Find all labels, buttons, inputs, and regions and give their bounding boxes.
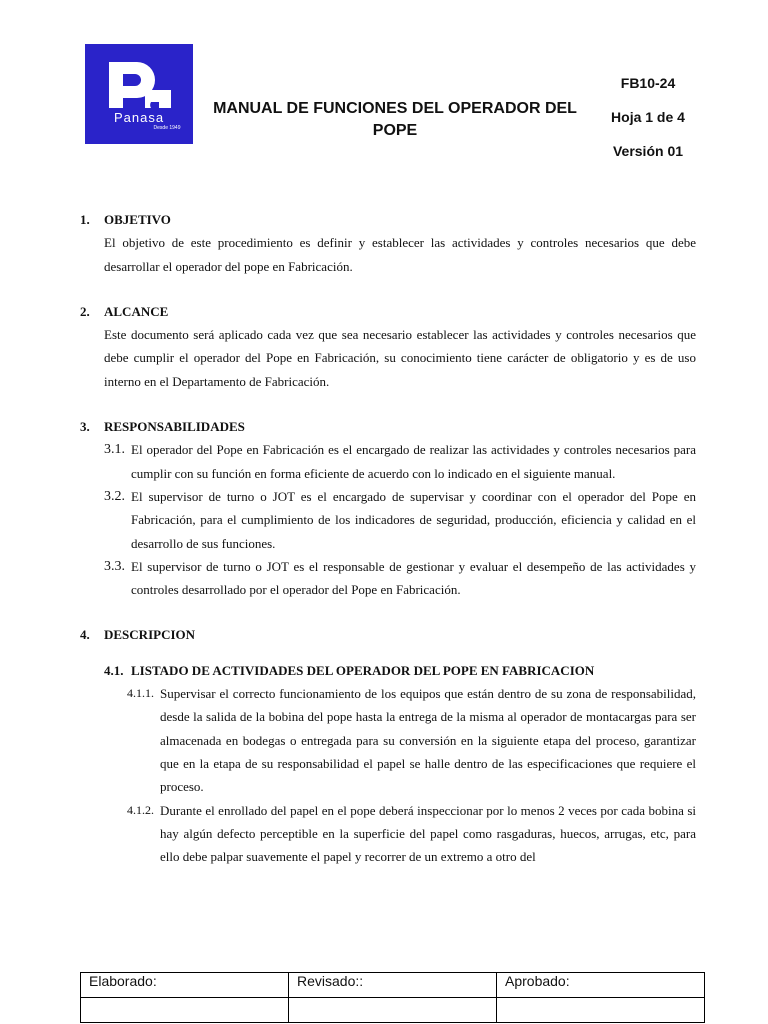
revisado-label: Revisado:: — [289, 973, 497, 998]
revisado-signature-cell — [289, 998, 497, 1023]
list-item — [127, 682, 696, 798]
item-number: 3.1. — [104, 442, 125, 458]
section-heading — [80, 208, 696, 231]
document-title: MANUAL DE FUNCIONES DEL OPERADOR DEL POPE — [213, 100, 577, 139]
section-objetivo — [80, 208, 696, 278]
page-indicator: Hoja 1 de 4 — [611, 109, 685, 125]
item-text: Durante el enrollado del papel en el pope deberá inspeccionar por lo menos 2 veces por cada bobina si hay algún defecto perceptible en la superficie del papel como rasgaduras, huecos, arrugas, etc, para ello debe palpar suavemente el papel y recorrer de un extremo a otro del — [160, 802, 696, 865]
item-text: El operador del Pope en Fabricación es el encargado de realizar las actividades y controles necesarios para cumplir con su función en forma eficiente de acuerdo con lo indicado en el siguiente manual. — [131, 442, 696, 481]
subsection-number: 4.1. — [104, 662, 124, 678]
section-responsabilidades — [80, 415, 696, 601]
section-descripcion — [80, 623, 696, 868]
section-heading — [80, 300, 696, 323]
section-title: RESPONSABILIDADES — [104, 419, 245, 435]
logo-tagline: Desde 1949 — [153, 125, 181, 131]
signature-table — [80, 972, 705, 1023]
document-body — [80, 208, 696, 890]
section-title: ALCANCE — [104, 303, 169, 319]
section-number: 3. — [80, 419, 90, 435]
list-item — [127, 799, 696, 869]
elaborado-label: Elaborado: — [81, 973, 289, 998]
item-number: 4.1.2. — [127, 802, 154, 817]
section-number: 4. — [80, 627, 90, 643]
section-heading — [80, 623, 696, 646]
table-row — [81, 998, 705, 1023]
item-number: 3.2. — [104, 488, 125, 504]
item-text: Supervisar el correcto funcionamiento de los equipos que están dentro de su zona de responsabilidad, desde la salida de la bobina del pope hasta la entrega de la misma al operador de montacargas para ser almacenada en bodegas o entregada para su conversión en la siguiente etapa del proceso, garantizar que en la etapa de su responsabilidad el papel se halle dentro de las especificaciones que requiere el proceso. — [160, 686, 696, 795]
section-number: 2. — [80, 303, 90, 319]
table-row — [81, 973, 705, 998]
document-version: Versión 01 — [612, 143, 684, 159]
section-heading — [80, 415, 696, 438]
list-item — [104, 438, 696, 485]
section-alcance — [80, 300, 696, 393]
item-text: El supervisor de turno o JOT es el encargado de supervisar y coordinar con el operador del Pope en Fabricación, para el cumplimiento de los indicadores de seguridad, producción, eficiencia y calidad en el desarrollo de sus funciones. — [131, 488, 696, 551]
item-number: 4.1.1. — [127, 686, 154, 701]
section-text: Este documento será aplicado cada vez que sea necesario establecer las actividades y controles necesarios que debe cumplir el operador del Pope en Fabricación, su conocimiento tiene carácter de obligatorio y es de uso interno en el Departamento de Fabricación. — [104, 327, 696, 389]
section-title: DESCRIPCION — [104, 627, 196, 643]
elaborado-signature-cell — [81, 998, 289, 1023]
section-number: 1. — [80, 212, 90, 227]
subsection-heading — [104, 659, 696, 682]
company-logo — [85, 44, 193, 144]
document-code: FB10-24 — [620, 75, 676, 91]
subsection-title: LISTADO DE ACTIVIDADES DEL OPERADOR DEL POPE EN FABRICACION — [131, 662, 595, 678]
item-text: El supervisor de turno o JOT es el responsable de gestionar y evaluar el desempeño de las actividades y controles desarrollado por el operador del Pope en Fabricación. — [131, 558, 696, 598]
list-item — [104, 485, 696, 555]
item-number: 3.3. — [104, 558, 125, 574]
list-item — [104, 555, 696, 602]
section-title: OBJETIVO — [104, 212, 171, 227]
section-text: El objetivo de este procedimiento es definir y establecer las actividades y controles necesarios que debe desarrollar el operador del pope en Fabricación. — [104, 235, 696, 274]
logo-text: Panasa — [113, 110, 165, 125]
aprobado-label: Aprobado: — [497, 973, 705, 998]
aprobado-signature-cell — [497, 998, 705, 1023]
